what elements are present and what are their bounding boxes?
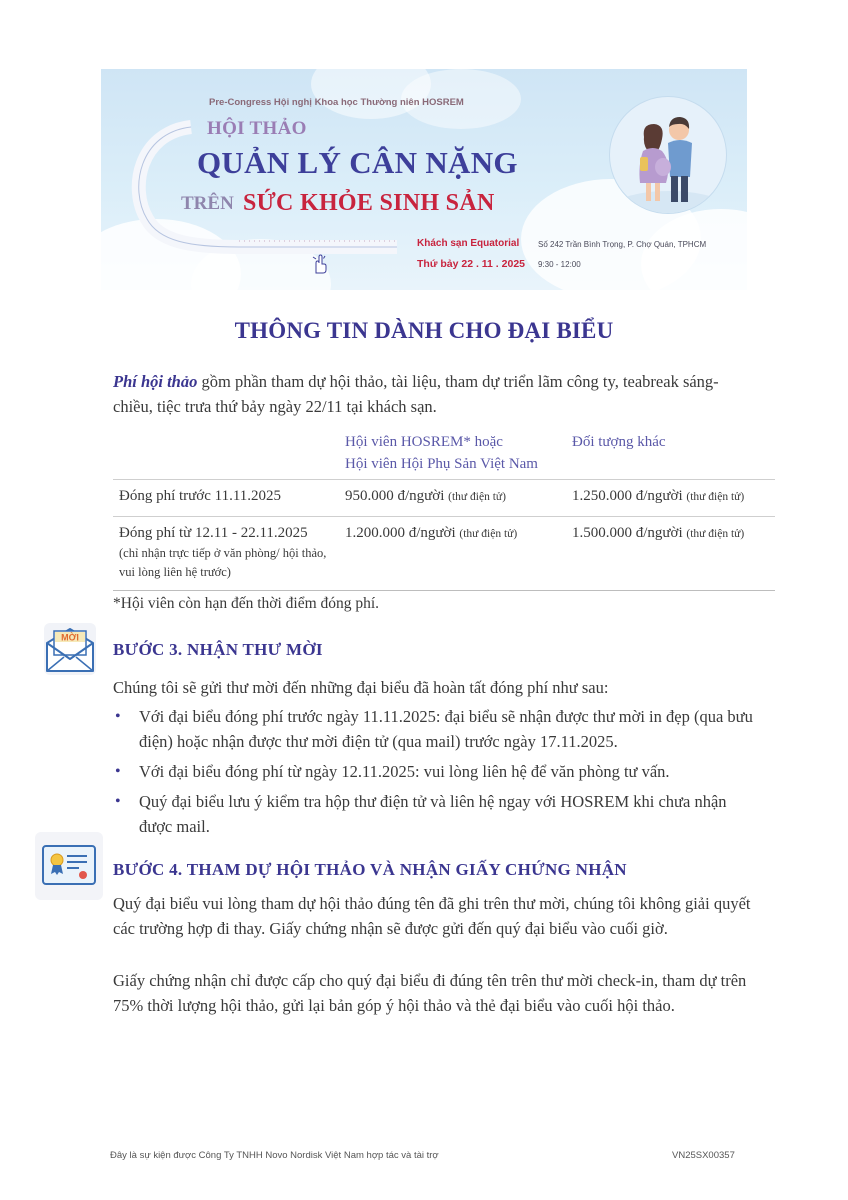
step4-paragraph-2: Giấy chứng nhận chỉ được cấp cho quý đại biểu đi đúng tên trên thư mời check-in, tham dự trên 75% thời lượng hội thảo, gửi lại bản góp ý hội thảo và thẻ đại biểu vào cuối hội thảo. — [113, 971, 747, 1015]
fee-intro-text: gồm phần tham dự hội thảo, tài liệu, tham dự triển lãm công ty, teabreak sáng-chiều, tiệc trưa thứ bảy ngày 22/11 tại khách sạn. — [113, 372, 719, 416]
pre-congress-label: Pre-Congress Hội nghị Khoa học Thường niên HOSREM — [209, 97, 464, 108]
table-row — [113, 517, 775, 591]
list-item: • Với đại biểu đóng phí từ ngày 12.11.2025: vui lòng liên hệ để văn phòng tư vấn. — [113, 759, 753, 784]
venue-name: Khách sạn Equatorial — [417, 238, 520, 249]
fee-table — [113, 428, 775, 591]
row-label: Đóng phí trước 11.11.2025 — [113, 480, 339, 517]
step3-intro: Chúng tôi sẽ gửi thư mời đến những đại biểu đã hoàn tất đóng phí như sau: — [113, 678, 609, 697]
fee-intro-lead: Phí hội thảo — [113, 372, 198, 391]
row-label: Đóng phí từ 12.11 - 22.11.2025 (chỉ nhận trực tiếp ở văn phòng/ hội thảo, vui lòng liên hệ trước) — [113, 517, 339, 591]
couple-illustration — [609, 96, 727, 214]
other-price: 1.250.000 đ/người (thư điện tử) — [566, 480, 775, 517]
certificate-icon — [35, 832, 103, 905]
member-footnote: *Hội viên còn hạn đến thời điểm đóng phí. — [113, 595, 380, 612]
workshop-label: HỘI THẢO — [207, 118, 307, 139]
banner-title-main: QUẢN LÝ CÂN NẶNG — [197, 145, 518, 180]
invitation-icon-label: MỜI — [61, 632, 79, 643]
row-note: (chỉ nhận trực tiếp ở văn phòng/ hội thảo, vui lòng liên hệ trước) — [119, 546, 327, 579]
document-code: VN25SX00357 — [672, 1150, 735, 1161]
event-banner — [101, 69, 747, 290]
step4-title: BƯỚC 4. THAM DỰ HỘI THẢO VÀ NHẬN GIẤY CHỨNG NHẬN — [113, 860, 627, 879]
step4-paragraph-1: Quý đại biểu vui lòng tham dự hội thảo đúng tên đã ghi trên thư mời, chúng tôi không giải quyết các trường hợp đi thay. Giấy chứng nhận sẽ được gửi đến quý đại biểu vào cuối giờ. — [113, 894, 751, 938]
other-price: 1.500.000 đ/người (thư điện tử) — [566, 517, 775, 591]
fee-intro — [113, 369, 753, 419]
banner-title-sub: SỨC KHỎE SINH SẢN — [243, 190, 495, 216]
header-members: Hội viên HOSREM* hoặc Hội viên Hội Phụ Sản Việt Nam — [345, 434, 538, 472]
list-item: • Với đại biểu đóng phí trước ngày 11.11.2025: đại biểu sẽ nhận được thư mời in đẹp (qua bưu điện) hoặc nhận được thư mời điện tử (qua mail) trước ngày 17.11.2025. — [113, 704, 753, 754]
banner-tren: TRÊN — [181, 193, 234, 214]
table-row — [113, 480, 775, 517]
member-price: 1.200.000 đ/người (thư điện tử) — [339, 517, 566, 591]
member-price: 950.000 đ/người (thư điện tử) — [339, 480, 566, 517]
event-time: 9:30 - 12:00 — [538, 260, 581, 269]
step3-bullet-list — [113, 704, 753, 844]
step3-title: BƯỚC 3. NHẬN THƯ MỜI — [113, 640, 323, 659]
list-item: • Quý đại biểu lưu ý kiểm tra hộp thư điện tử và liên hệ ngay với HOSREM khi chưa nhận được mail. — [113, 789, 753, 839]
header-others: Đối tượng khác — [572, 434, 666, 450]
sponsor-note: Đây là sự kiện được Công Ty TNHH Novo Nordisk Việt Nam hợp tác và tài trợ — [110, 1150, 439, 1161]
page-title: THÔNG TIN DÀNH CHO ĐẠI BIỂU — [234, 318, 614, 343]
invitation-envelope-icon — [42, 621, 98, 682]
fee-table-header — [113, 428, 775, 480]
event-date: Thứ bảy 22 . 11 . 2025 — [417, 258, 525, 270]
venue-address: Số 242 Trần Bình Trọng, P. Chợ Quán, TPHCM — [538, 240, 707, 249]
pointer-hand-icon — [310, 253, 328, 275]
